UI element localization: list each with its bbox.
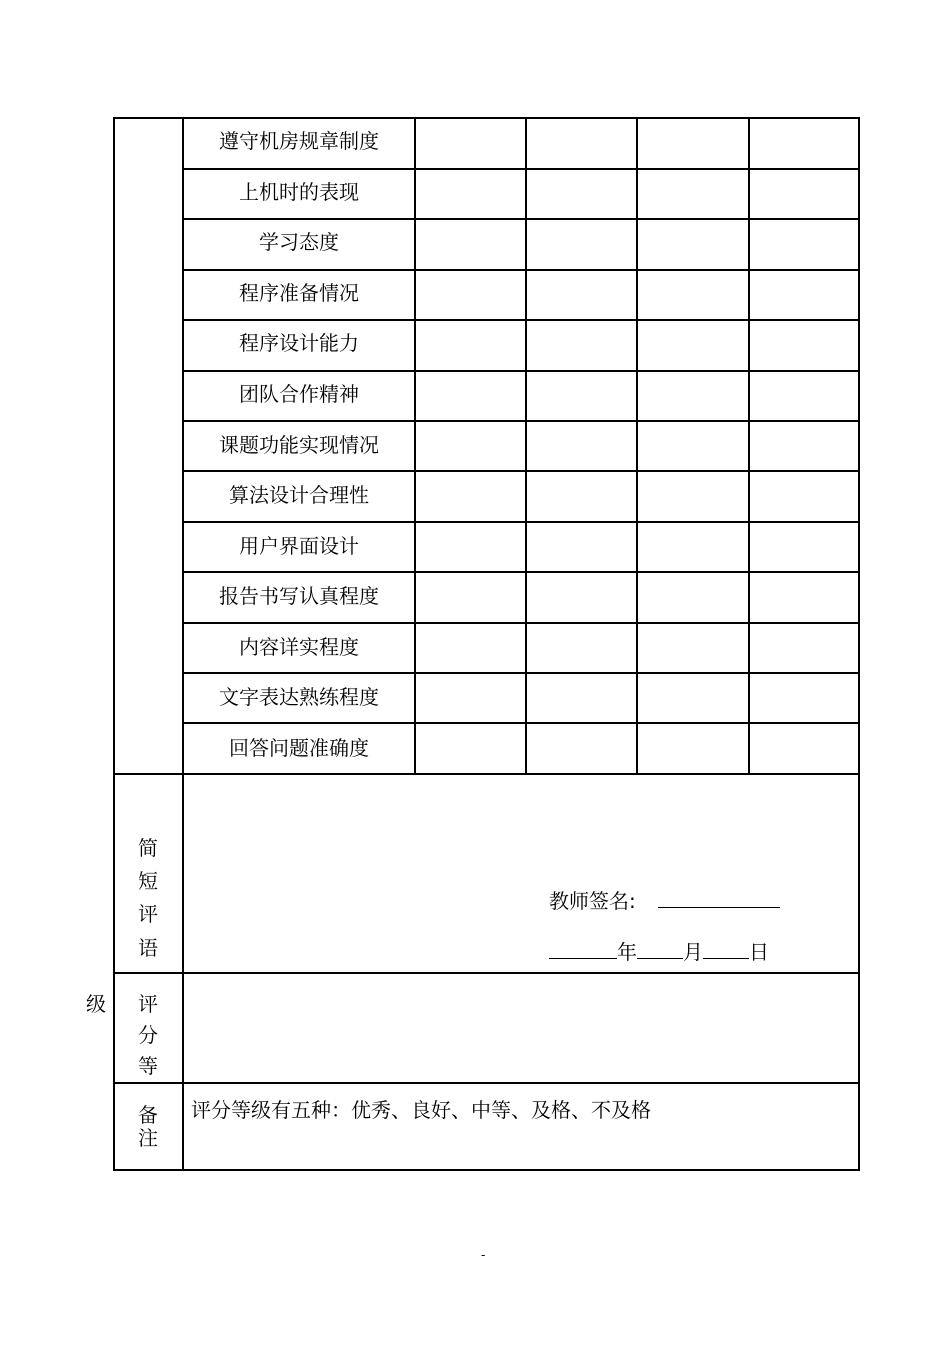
criterion-label: 程序设计能力 [239, 331, 359, 355]
day-label: 日 [749, 940, 769, 964]
row-divider [182, 571, 860, 573]
month-label: 月 [683, 940, 703, 964]
row-divider [182, 470, 860, 472]
score-column-divider [636, 117, 638, 774]
criterion-label: 团队合作精神 [239, 382, 359, 406]
grade-outside-char: 级 [86, 992, 106, 1016]
remarks-text: 评分等级有五种：优秀、良好、中等、及格、不及格 [191, 1098, 651, 1122]
year-blank[interactable] [549, 938, 617, 959]
criterion-label: 回答问题准确度 [229, 736, 369, 760]
section-divider [113, 773, 860, 775]
comments-label-char: 语 [138, 936, 158, 960]
section-divider [113, 1082, 860, 1084]
criterion-label: 程序准备情况 [239, 281, 359, 305]
row-divider [182, 168, 860, 170]
comments-label-char: 短 [138, 869, 158, 893]
grade-label-char: 分 [138, 1023, 158, 1047]
comments-label-char: 评 [138, 902, 158, 926]
table-border-right [858, 117, 860, 1171]
row-divider [182, 521, 860, 523]
criterion-label: 学习态度 [259, 230, 339, 254]
criterion-label: 用户界面设计 [239, 534, 359, 558]
year-label: 年 [617, 940, 637, 964]
grade-input-cell[interactable] [184, 974, 858, 1082]
teacher-signature-line [549, 887, 780, 913]
remarks-label-char: 备 [138, 1103, 158, 1127]
row-divider [182, 672, 860, 674]
grade-label-char: 评 [138, 992, 158, 1016]
criterion-label: 报告书写认真程度 [219, 584, 379, 608]
row-divider [182, 420, 860, 422]
criterion-label: 文字表达熟练程度 [219, 685, 379, 709]
row-divider [182, 622, 860, 624]
row-divider [182, 319, 860, 321]
score-column-divider [748, 117, 750, 774]
row-divider [182, 218, 860, 220]
teacher-signature-label: 教师签名: [549, 889, 636, 913]
table-border-bottom [113, 1169, 860, 1171]
table-border-top [113, 117, 860, 119]
date-line [549, 938, 769, 964]
criterion-label: 算法设计合理性 [229, 483, 369, 507]
remarks-label-char: 注 [138, 1126, 158, 1150]
grade-label-char: 等 [138, 1054, 158, 1078]
criterion-label: 遵守机房规章制度 [219, 129, 379, 153]
criterion-label: 内容详实程度 [239, 635, 359, 659]
signature-blank[interactable] [658, 887, 780, 908]
criterion-label: 课题功能实现情况 [219, 433, 379, 457]
criterion-label: 上机时的表现 [239, 180, 359, 204]
score-column-divider [525, 117, 527, 774]
comments-label-char: 简 [138, 836, 158, 860]
table-border-left [113, 117, 115, 1171]
month-blank[interactable] [637, 938, 683, 959]
page-footer-mark: - [481, 1248, 486, 1262]
row-divider [182, 370, 860, 372]
row-divider [182, 269, 860, 271]
row-divider [182, 722, 860, 724]
day-blank[interactable] [703, 938, 749, 959]
